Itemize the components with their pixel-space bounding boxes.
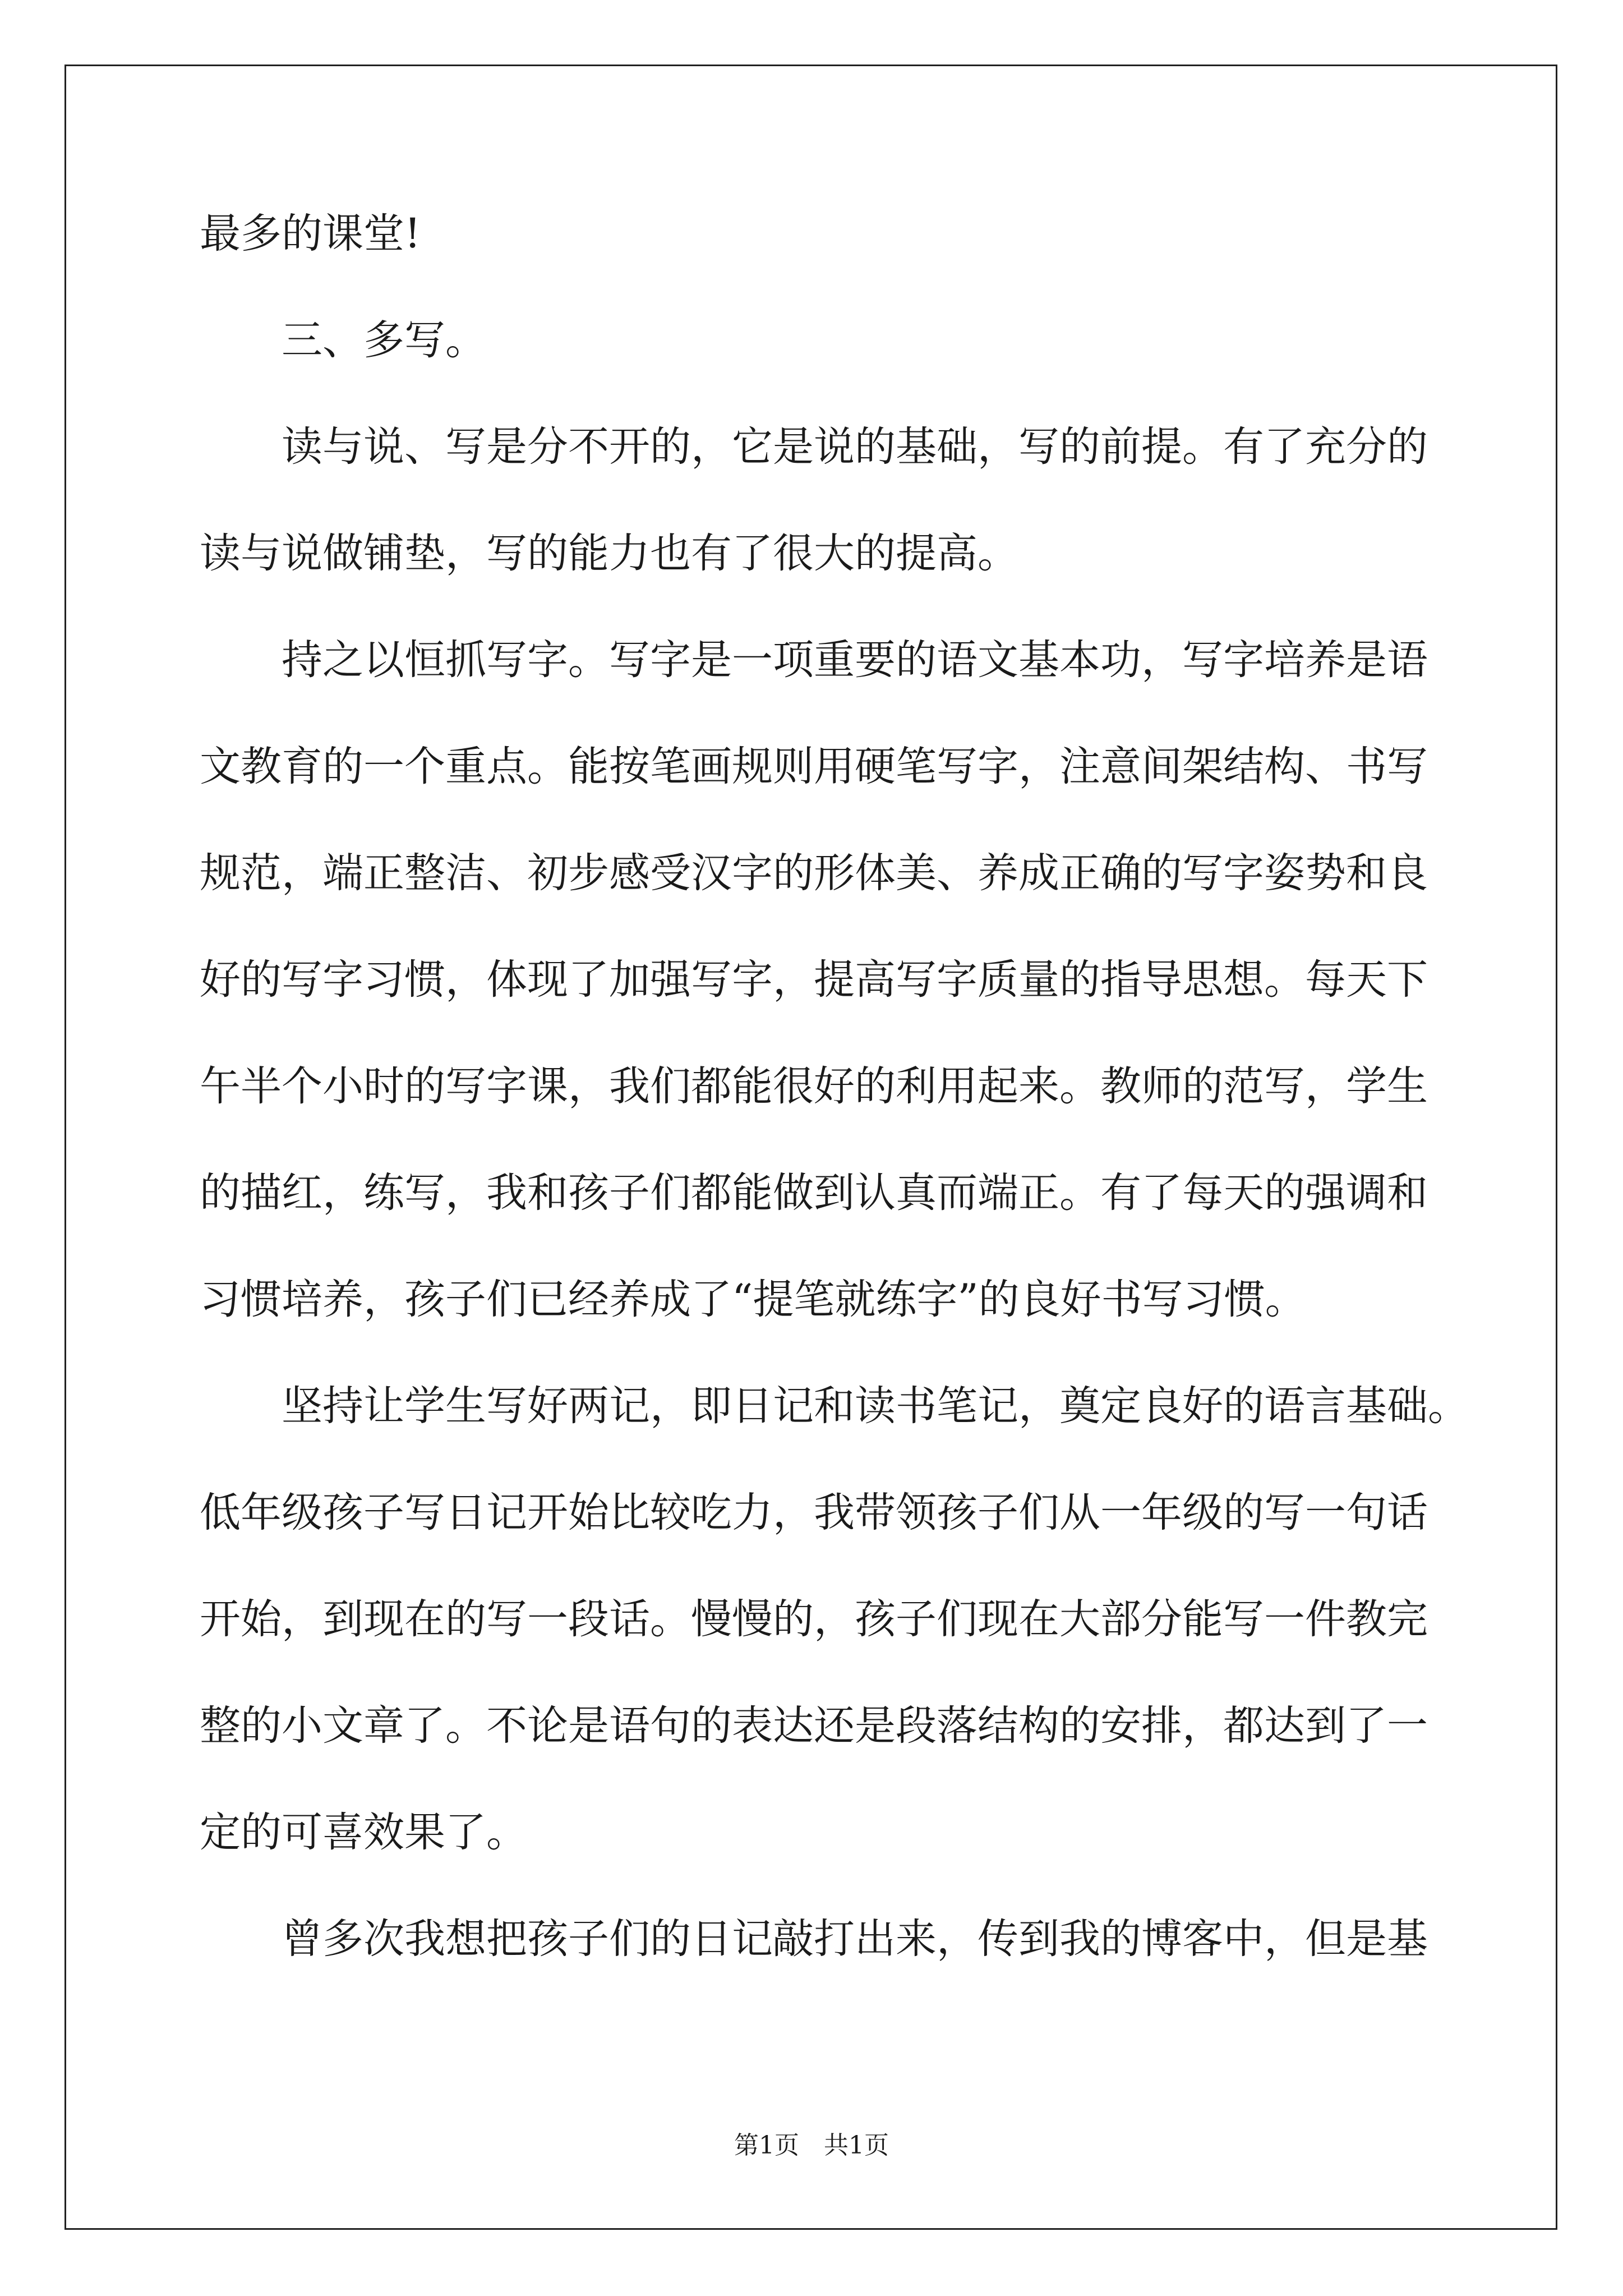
text-line: 持之以恒抓写字。写字是一项重要的语文基本功，写字培养是语 bbox=[200, 636, 1428, 684]
text-line: 三、多写。 bbox=[200, 316, 486, 364]
text-line: 读与说、写是分不开的，它是说的基础，写的前提。有了充分的 bbox=[200, 423, 1428, 471]
text-line: 坚持让学生写好两记，即日记和读书笔记，奠定良好的语言基础。 bbox=[200, 1382, 1469, 1430]
text-line: 曾多次我想把孩子们的日记敲打出来，传到我的博客中，但是基 bbox=[200, 1915, 1428, 1963]
text-line: 最多的课堂! bbox=[200, 210, 421, 257]
text-line: 开始，到现在的写一段话。慢慢的，孩子们现在大部分能写一件教完 bbox=[200, 1595, 1428, 1643]
page-border bbox=[64, 65, 1557, 2230]
text-line: 整的小文章了。不论是语句的表达还是段落结构的安排，都达到了一 bbox=[200, 1702, 1428, 1750]
text-line: 好的写字习惯，体现了加强写字，提高写字质量的指导思想。每天下 bbox=[200, 956, 1428, 1004]
text-line: 的描红，练写，我和孩子们都能做到认真而端正。有了每天的强调和 bbox=[200, 1169, 1428, 1217]
text-line: 定的可喜效果了。 bbox=[200, 1809, 527, 1856]
text-line: 午半个小时的写字课，我们都能很好的利用起来。教师的范写，学生 bbox=[200, 1062, 1428, 1110]
text-line: 低年级孩子写日记开始比较吃力，我带领孩子们从一年级的写一句话 bbox=[200, 1489, 1428, 1536]
text-line: 规范，端正整洁、初步感受汉字的形体美、养成正确的写字姿势和良 bbox=[200, 849, 1428, 897]
text-line: 习惯培养，孩子们已经养成了“提笔就练字”的良好书写习惯。 bbox=[200, 1276, 1306, 1323]
text-line: 文教育的一个重点。能按笔画规则用硬笔写字，注意间架结构、书写 bbox=[200, 743, 1428, 790]
text-line: 读与说做铺垫，写的能力也有了很大的提高。 bbox=[200, 530, 1018, 577]
page-number-footer: 第1页 共1页 bbox=[734, 2131, 889, 2160]
